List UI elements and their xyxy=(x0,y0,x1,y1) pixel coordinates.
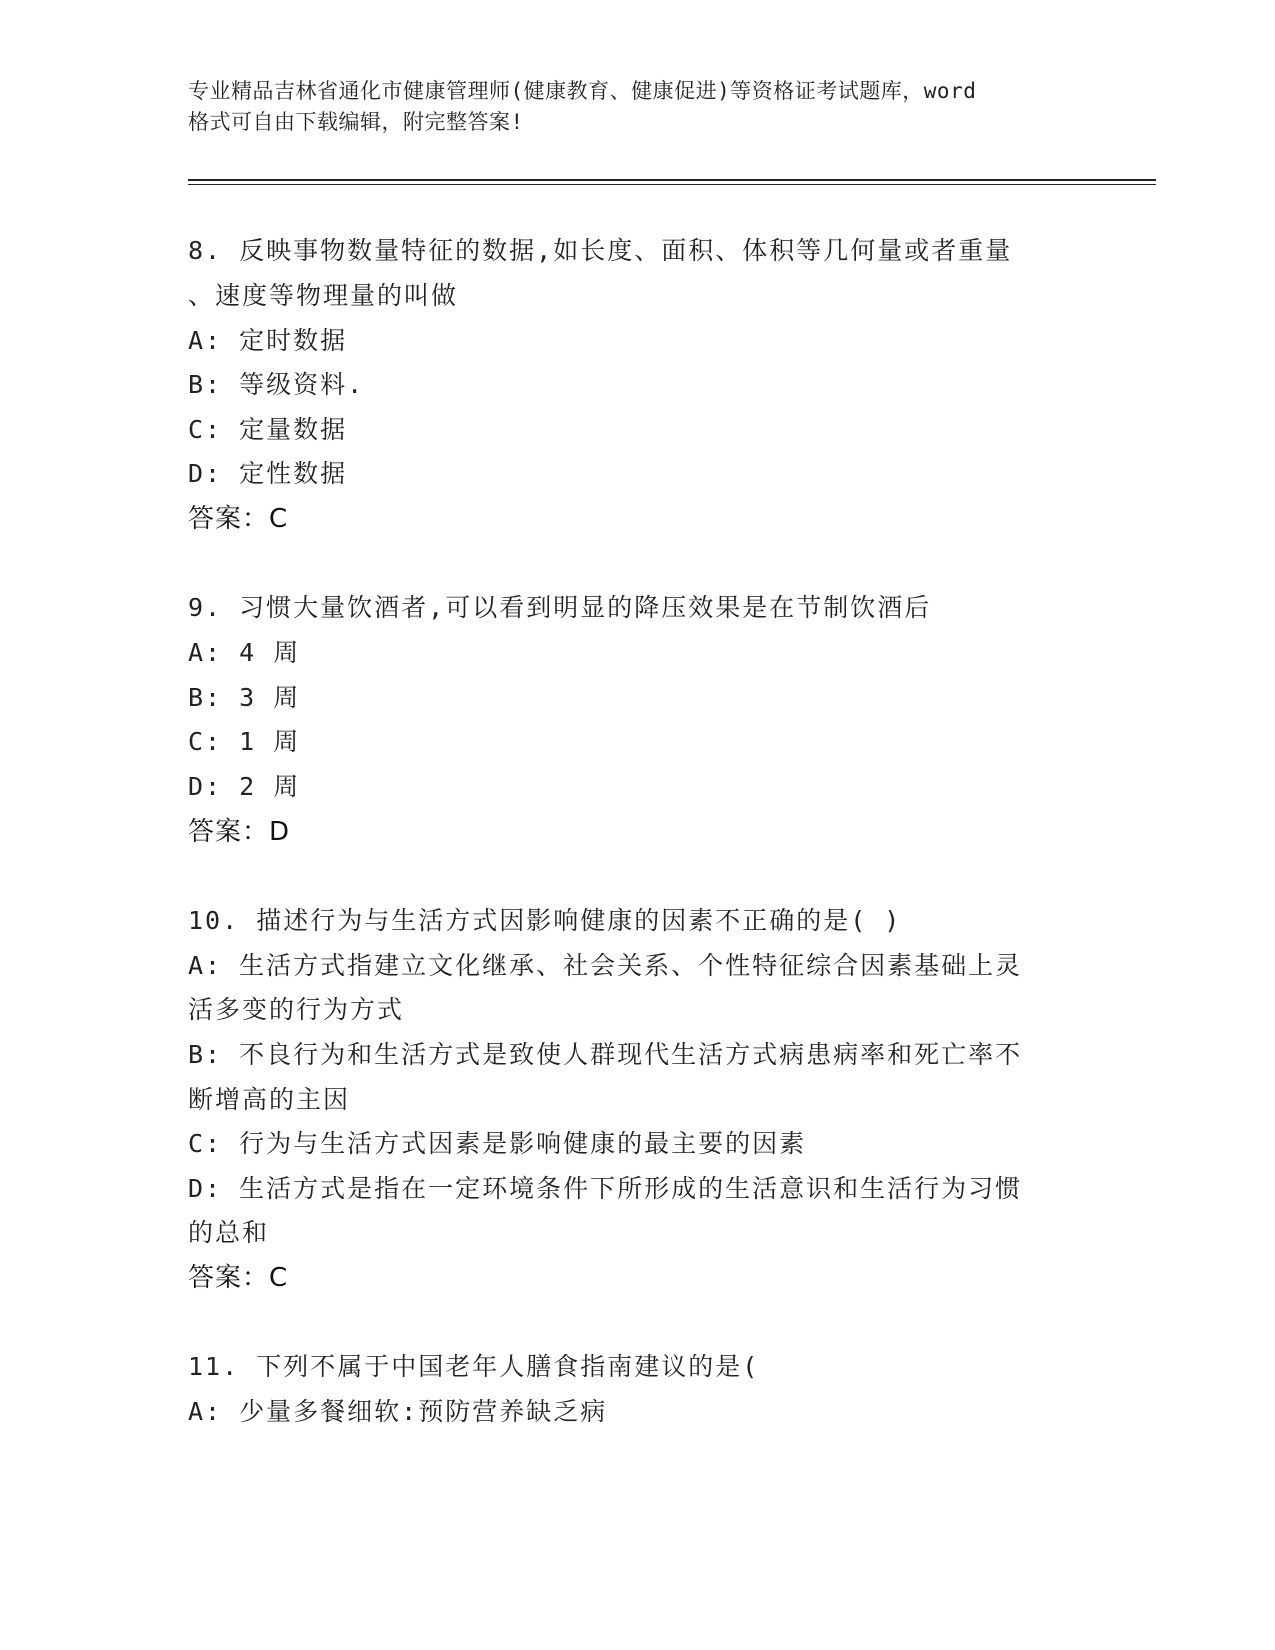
header-line-2: 格式可自由下载编辑，附完整答案! xyxy=(188,110,524,134)
question-9-option-c: C: 1 周 xyxy=(188,727,301,756)
question-9-option-b: B: 3 周 xyxy=(188,683,301,712)
question-8-option-c: C: 定量数据 xyxy=(188,415,348,444)
question-11-option-a: A: 少量多餐细软:预防营养缺乏病 xyxy=(188,1397,608,1426)
header-divider-thin xyxy=(188,184,1156,185)
question-10-option-c: C: 行为与生活方式因素是影响健康的最主要的因素 xyxy=(188,1129,807,1158)
question-8-option-b: B: 等级资料. xyxy=(188,370,365,399)
question-8-answer: 答案：C xyxy=(188,504,289,534)
question-10-option-d-line-1: D: 生活方式是指在一定环境条件下所形成的生活意识和生活行为习惯 xyxy=(188,1174,1023,1203)
header-line-1: 专业精品吉林省通化市健康管理师(健康教育、健康促进)等资格证考试题库，word xyxy=(188,79,977,103)
question-9-stem: 9. 习惯大量饮酒者,可以看到明显的降压效果是在节制饮酒后 xyxy=(188,593,932,622)
question-11-stem: 11. 下列不属于中国老年人膳食指南建议的是( xyxy=(188,1352,760,1381)
question-10-option-a-line-2: 活多变的行为方式 xyxy=(188,995,405,1024)
question-9-answer: 答案：D xyxy=(188,817,291,847)
question-8-option-d: D: 定性数据 xyxy=(188,459,348,488)
document-header xyxy=(188,76,1088,138)
question-8-stem-line-2: 、速度等物理量的叫做 xyxy=(188,281,459,310)
question-9-option-d: D: 2 周 xyxy=(188,772,301,801)
question-10-option-b-line-1: B: 不良行为和生活方式是致使人群现代生活方式病患病率和死亡率不 xyxy=(188,1040,1023,1069)
question-8-stem-line-1: 8. 反映事物数量特征的数据,如长度、面积、体积等几何量或者重量 xyxy=(188,236,1013,265)
question-9-option-a: A: 4 周 xyxy=(188,638,301,667)
question-10-stem: 10. 描述行为与生活方式因影响健康的因素不正确的是( ) xyxy=(188,906,902,935)
question-8-option-a: A: 定时数据 xyxy=(188,326,348,355)
question-10-answer: 答案：C xyxy=(188,1263,289,1293)
question-10-option-d-line-2: 的总和 xyxy=(188,1218,270,1247)
header-divider-thick xyxy=(188,179,1156,181)
question-10-option-a-line-1: A: 生活方式指建立文化继承、社会关系、个性特征综合因素基础上灵 xyxy=(188,951,1023,980)
question-10-option-b-line-2: 断增高的主因 xyxy=(188,1085,351,1114)
